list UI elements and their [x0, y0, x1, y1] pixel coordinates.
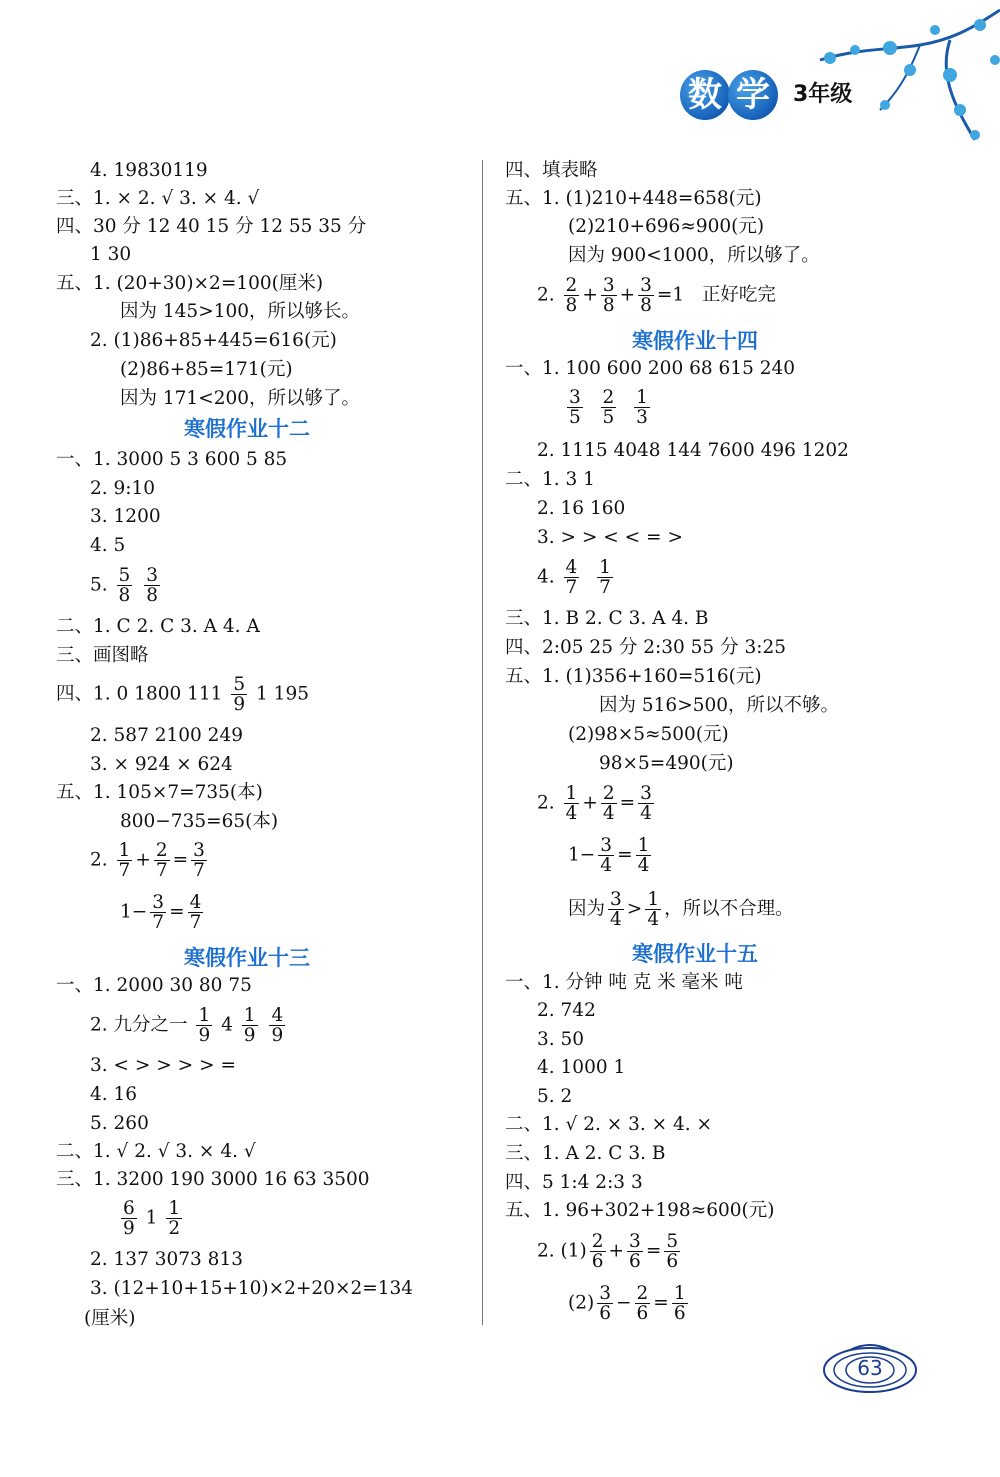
answer-line: 2. 16 160	[537, 498, 626, 519]
answer-line: 五、1. (1)356+160=516(元)	[505, 666, 762, 687]
section-heading: 寒假作业十三	[184, 946, 310, 970]
answer-line: 五、1. 96+302+198≈600(元)	[505, 1200, 775, 1221]
fraction: $\frac{5}{9}$	[233, 674, 246, 715]
answer-line: 3. < > > > > =	[90, 1055, 236, 1076]
answer-line: 5. $\frac{5}{8}$ $\frac{3}{8}$	[90, 565, 158, 606]
answer-line: 98×5=490(元)	[599, 753, 734, 774]
answer-line: $\frac{3}{5}$ $\frac{2}{5}$ $\frac{1}{3}$	[569, 387, 648, 428]
answer-line: 2. $\frac{1}{4}$ + $\frac{2}{4}$ = $\frac{3}{4}$	[537, 783, 652, 824]
answer-line: 4. $\frac{4}{7}$ $\frac{1}{7}$	[537, 557, 611, 598]
answer-line: 2. $\frac{2}{8}$ + $\frac{3}{8}$ + $\frac{3}{8}$ =1 正好吃完	[537, 275, 776, 316]
answer-line: (2)86+85=171(元)	[120, 359, 293, 380]
answer-line: 三、1. 3200 190 3000 16 63 3500	[56, 1169, 370, 1190]
section-heading: 寒假作业十二	[184, 417, 310, 441]
answer-line: (2) $\frac{3}{6}$ − $\frac{2}{6}$ = $\frac{1}{6}$	[568, 1283, 686, 1324]
answer-line: 2. 9:10	[90, 478, 156, 499]
answer-line: 2. (1) $\frac{2}{6}$ + $\frac{3}{6}$ = $\frac{5}{6}$	[537, 1231, 679, 1272]
grade-label: 3年级	[793, 82, 853, 107]
answer-line: (厘米)	[84, 1308, 136, 1329]
section-heading: 寒假作业十五	[632, 942, 758, 966]
answer-line: 四、填表略	[505, 160, 598, 181]
answer-line: 一、1. 2000 30 80 75	[56, 975, 252, 996]
answer-line: 2. $\frac{1}{7}$ + $\frac{2}{7}$ = $\frac{3}{7}$	[90, 840, 205, 881]
answer-line: 五、1. (20+30)×2=100(厘米)	[56, 273, 324, 294]
answer-line: (2)210+696≈900(元)	[568, 216, 765, 237]
answer-line: 3. (12+10+15+10)×2+20×2=134	[90, 1278, 414, 1299]
answer-line: 2. 1115 4048 144 7600 496 1202	[537, 440, 849, 461]
answer-line: 五、1. 105×7=735(本)	[56, 782, 263, 803]
subject-badge-2: 学	[728, 70, 778, 120]
answer-line: 3. 50	[537, 1029, 585, 1050]
section-heading: 寒假作业十四	[632, 329, 758, 353]
answer-line: 四、5 1:4 2:3 3	[505, 1172, 643, 1193]
answer-line: $\frac{6}{9}$ 1 $\frac{1}{2}$	[123, 1198, 181, 1239]
column-divider	[482, 160, 483, 1325]
answer-line: 4. 5	[90, 535, 126, 556]
answer-line: 800−735=65(本)	[120, 811, 279, 832]
answer-line: 因为 $\frac{3}{4}$ > $\frac{1}{4}$ ，所以不合理。	[568, 889, 794, 930]
answer-line: 2. 九分之一 $\frac{1}{9}$ 4 $\frac{1}{9}$ $\frac{4}{9}$	[90, 1005, 284, 1046]
answer-line: 2. 742	[537, 1000, 596, 1021]
answer-line: 三、1. B 2. C 3. A 4. B	[505, 608, 709, 629]
subject-badge-1: 数	[680, 70, 730, 120]
answer-line: 三、1. × 2. √ 3. × 4. √	[56, 188, 260, 209]
answer-line: 2. (1)86+85+445=616(元)	[90, 330, 337, 351]
answer-line: 二、1. 3 1	[505, 469, 595, 490]
answer-line: 因为 900<1000，所以够了。	[568, 245, 820, 266]
answer-line: 三、画图略	[56, 645, 149, 666]
answer-line: 因为 516>500，所以不够。	[599, 695, 840, 716]
answer-line: 一、1. 100 600 200 68 615 240	[505, 358, 796, 379]
answer-line: 1− $\frac{3}{4}$ = $\frac{1}{4}$	[568, 835, 650, 876]
fraction: $\frac{3}{8}$	[146, 565, 158, 606]
answer-line: 因为 171<200，所以够了。	[120, 388, 361, 409]
answer-line: (2)98×5≈500(元)	[568, 724, 729, 745]
answer-line: 4. 16	[90, 1084, 138, 1105]
answer-line: 5. 260	[90, 1113, 149, 1134]
answer-line: 3. 1200	[90, 506, 161, 527]
answer-line: 3. × 924 × 624	[90, 754, 233, 775]
answer-line: 二、1. C 2. C 3. A 4. A	[56, 616, 260, 637]
answer-line: 5. 2	[537, 1086, 573, 1107]
answer-line: 2. 587 2100 249	[90, 725, 243, 746]
answer-line: 1− $\frac{3}{7}$ = $\frac{4}{7}$	[120, 892, 202, 933]
page-number-badge	[820, 1340, 920, 1396]
answer-line: 三、1. A 2. C 3. B	[505, 1143, 666, 1164]
answer-line: 因为 145>100，所以够长。	[120, 301, 361, 322]
answer-line: 四、30 分 12 40 15 分 12 55 35 分	[56, 216, 367, 237]
answer-line: 一、1. 3000 5 3 600 5 85	[56, 449, 288, 470]
answer-line: 四、1. 0 1800 111 $\frac{5}{9}$ 1 195	[56, 674, 309, 715]
answer-line: 一、1. 分钟 吨 克 米 毫米 吨	[505, 972, 743, 993]
answer-line: 二、1. √ 2. × 3. × 4. ×	[505, 1114, 713, 1135]
answer-line: 4. 19830119	[90, 160, 208, 181]
answer-line: 3. > > < < = >	[537, 527, 683, 548]
fraction: $\frac{5}{8}$	[118, 565, 131, 606]
answer-line: 二、1. √ 2. √ 3. × 4. √	[56, 1141, 256, 1162]
page-number: 63	[857, 1356, 883, 1380]
answer-line: 五、1. (1)210+448=658(元)	[505, 188, 762, 209]
answer-line: 四、2:05 25 分 2:30 55 分 3:25	[505, 637, 786, 658]
answer-line: 4. 1000 1	[537, 1057, 626, 1078]
answer-line: 2. 137 3073 813	[90, 1249, 243, 1270]
answer-line: 1 30	[90, 244, 132, 265]
